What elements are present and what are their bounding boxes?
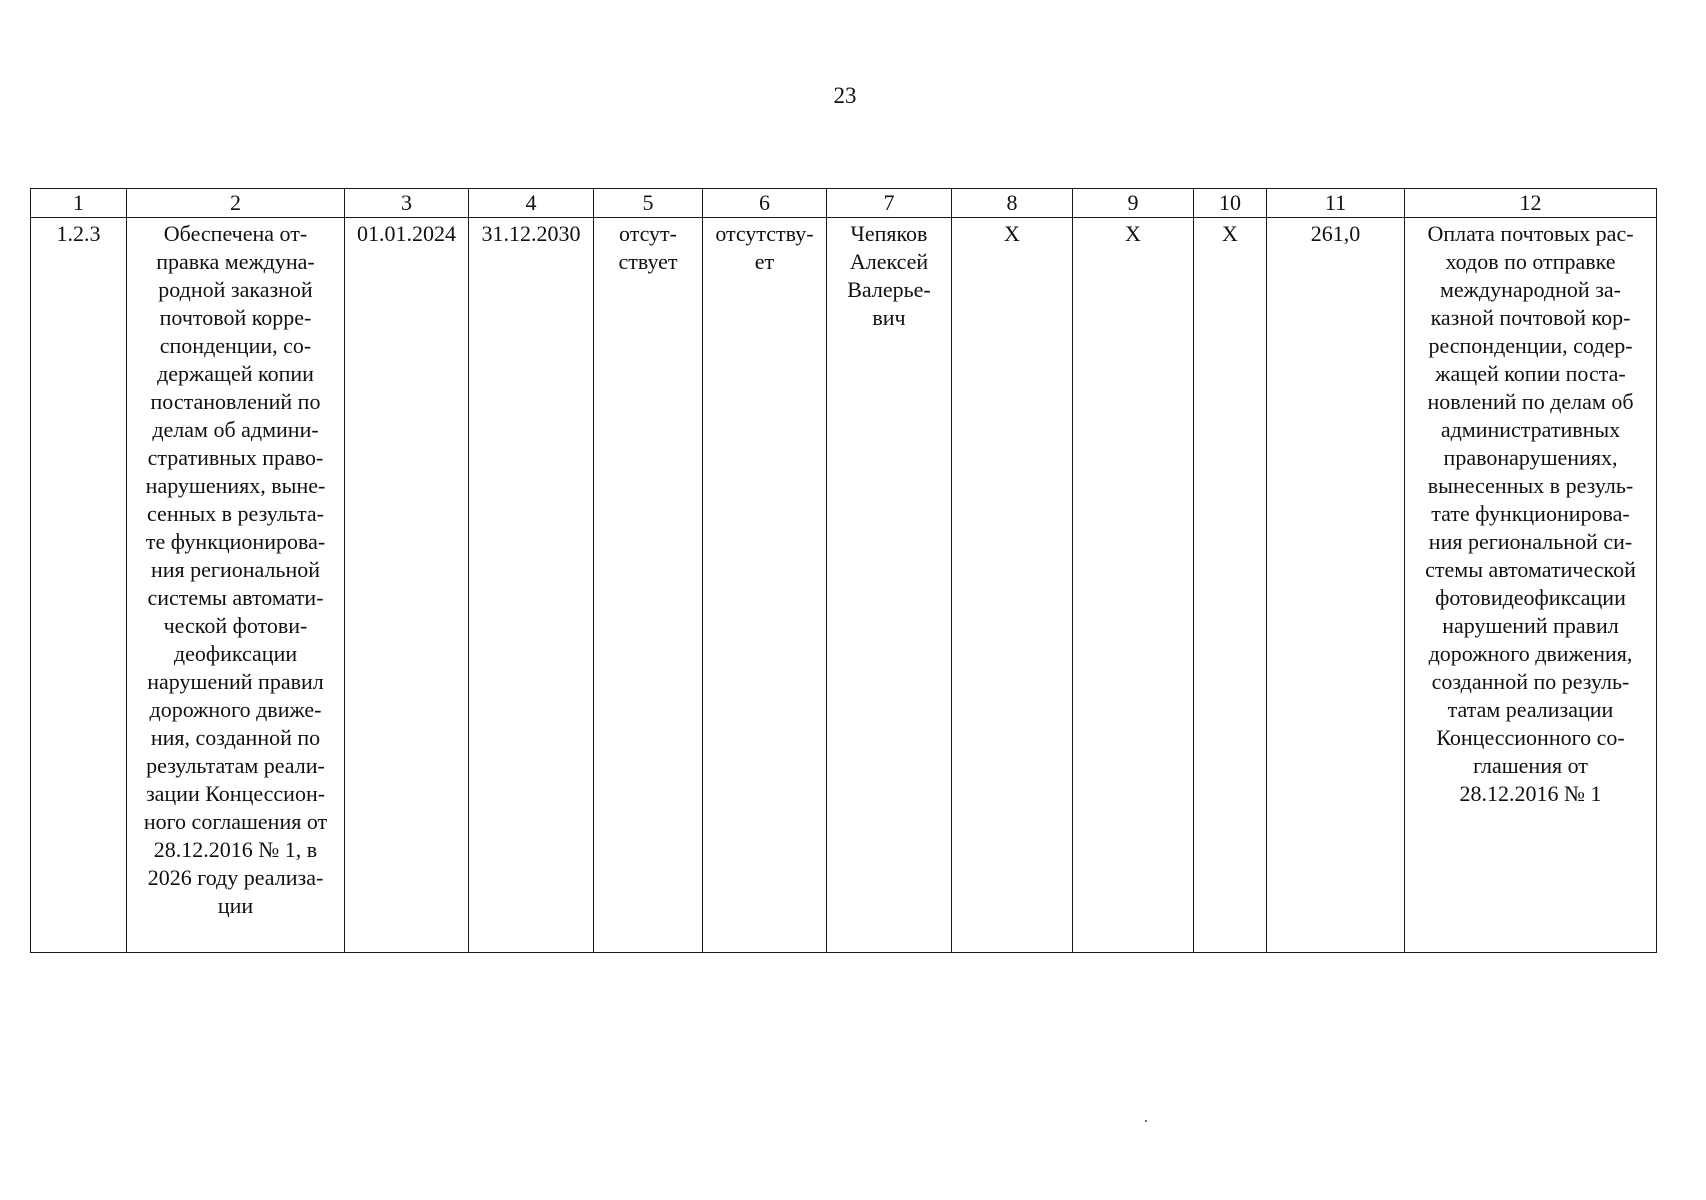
header-cell-3: 3	[345, 189, 469, 218]
header-cell-11: 11	[1267, 189, 1405, 218]
table-row	[31, 218, 1657, 953]
page-number: 23	[833, 83, 857, 108]
cell-amount-text: 261,0	[1310, 221, 1361, 246]
cell-responsible	[827, 218, 952, 953]
cell-column-6-text: отсутству- ет	[715, 221, 814, 274]
scan-speck	[1145, 1120, 1147, 1122]
header-cell-6: 6	[703, 189, 827, 218]
cell-end-date	[469, 218, 594, 953]
cell-column-5-text: отсут- ствует	[618, 221, 678, 274]
header-cell-9: 9	[1073, 189, 1194, 218]
cell-number-text: 1.2.3	[56, 221, 101, 246]
cell-amount	[1267, 218, 1405, 953]
header-cell-10: 10	[1194, 189, 1267, 218]
cell-column-9	[1073, 218, 1194, 953]
header-cell-4: 4	[469, 189, 594, 218]
cell-column-10	[1194, 218, 1267, 953]
header-cell-12: 12	[1405, 189, 1657, 218]
cell-note	[1405, 218, 1657, 953]
header-cell-1: 1	[31, 189, 127, 218]
data-table	[30, 188, 1657, 953]
cell-column-9-text: X	[1125, 221, 1141, 246]
cell-start-date-text: 01.01.2024	[357, 221, 456, 246]
cell-column-8-text: X	[1004, 221, 1020, 246]
cell-end-date-text: 31.12.2030	[481, 221, 581, 246]
cell-column-8	[952, 218, 1073, 953]
header-cell-5: 5	[594, 189, 703, 218]
cell-column-6	[703, 218, 827, 953]
header-cell-2: 2	[127, 189, 345, 218]
cell-number	[31, 218, 127, 953]
cell-column-5	[594, 218, 703, 953]
cell-responsible-text: Чепяков Алексей Валерье- вич	[847, 221, 931, 330]
cell-note-text: Оплата почтовых рас- ходов по отправке международной за- казной почтовой кор- респонденции, содер- жащей копии поста- новлений по делам об административных правонарушениях, вынесенных в резуль- тате функционирова- ния региональной си- стемы автоматической фотовидеофиксации нарушений правил дорожного движения, созданной по резуль- татам реализации Концессионного со- глашения от 28.12.2016 № 1	[1425, 221, 1636, 806]
cell-description	[127, 218, 345, 953]
cell-column-10-text: X	[1222, 221, 1238, 246]
header-cell-8: 8	[952, 189, 1073, 218]
cell-description-text: Обеспечена от- правка междуна- родной заказной почтовой корре- спонденции, со- держащей копии постановлений по делам об админи- стративных право- нарушениях, выне- сенных в результа- те функционирова- ния региональной системы автомати- ческой фотови- деофиксации нарушений правил дорожного движе- ния, созданной по результатам реали- зации Концессион- ного соглашения от 28.12.2016 № 1, в 2026 году реализа- ции	[143, 221, 328, 918]
header-cell-7: 7	[827, 189, 952, 218]
header-row	[31, 189, 1657, 218]
cell-start-date	[345, 218, 469, 953]
